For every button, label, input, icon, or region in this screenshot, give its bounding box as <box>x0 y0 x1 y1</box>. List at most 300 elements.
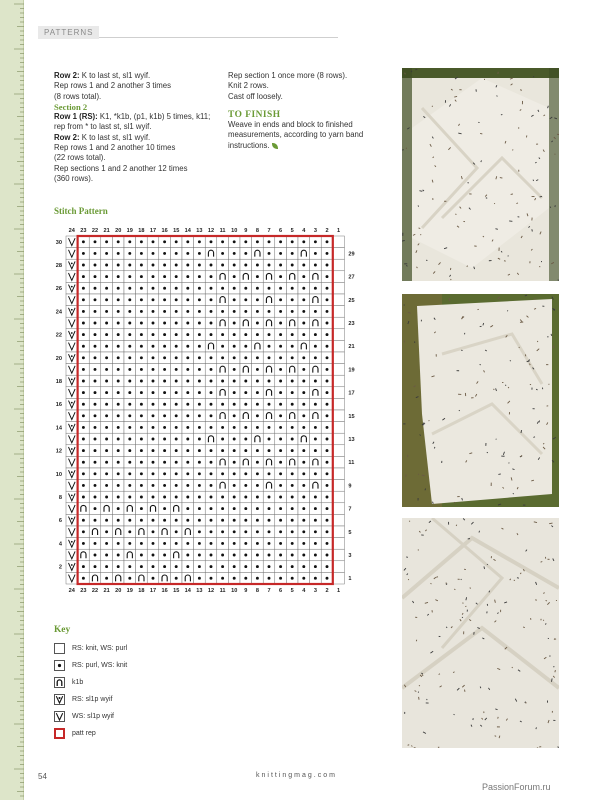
purl-dot <box>326 310 329 313</box>
col-number-top: 5 <box>290 228 294 234</box>
purl-dot <box>256 275 259 278</box>
row-number-left: 8 <box>58 495 62 501</box>
swatch-photo-2 <box>402 294 559 507</box>
purl-dot <box>291 298 294 301</box>
purl-dot <box>140 554 143 557</box>
purl-dot <box>326 287 329 290</box>
purl-dot <box>105 461 108 464</box>
chart-cell <box>310 480 322 492</box>
tweed-fleck <box>402 241 405 242</box>
purl-dot <box>117 403 120 406</box>
purl-dot <box>314 554 317 557</box>
slip-dot <box>71 564 73 566</box>
chart-cell <box>333 538 345 550</box>
purl-dot <box>233 472 236 475</box>
purl-dot <box>105 287 108 290</box>
purl-dot <box>128 310 131 313</box>
chart-cell <box>263 410 275 422</box>
purl-dot <box>128 298 131 301</box>
purl-dot <box>302 461 305 464</box>
purl-dot <box>210 542 213 545</box>
purl-dot <box>186 368 189 371</box>
purl-dot <box>268 472 271 475</box>
purl-dot <box>198 298 201 301</box>
purl-dot <box>117 461 120 464</box>
purl-dot <box>210 403 213 406</box>
purl-dot <box>105 519 108 522</box>
purl-dot <box>256 542 259 545</box>
purl-dot <box>244 542 247 545</box>
row-number-left: 22 <box>55 332 62 339</box>
purl-dot <box>268 565 271 568</box>
purl-dot <box>279 264 282 267</box>
purl-dot <box>210 264 213 267</box>
purl-dot <box>302 298 305 301</box>
tweed-fleck <box>532 229 533 231</box>
purl-dot <box>163 310 166 313</box>
row-number-left: 10 <box>55 471 62 478</box>
col-number-top: 12 <box>207 228 215 234</box>
purl-dot <box>163 264 166 267</box>
swatch-image <box>402 518 559 748</box>
purl-dot <box>94 368 97 371</box>
purl-dot <box>244 577 247 580</box>
purl-dot <box>326 322 329 325</box>
purl-dot <box>175 403 178 406</box>
purl-dot <box>268 426 271 429</box>
chart-cell <box>263 387 275 399</box>
col-number-top: 22 <box>91 228 99 234</box>
tweed-fleck <box>429 420 430 421</box>
purl-dot <box>105 577 108 580</box>
purl-dot <box>140 345 143 348</box>
col-number-top: 20 <box>115 228 122 234</box>
purl-dot <box>279 368 282 371</box>
purl-dot <box>244 565 247 568</box>
purl-dot <box>128 287 131 290</box>
purl-dot <box>326 252 329 255</box>
col-number-top: 18 <box>138 228 145 234</box>
col-number-bottom: 14 <box>184 588 191 594</box>
tweed-fleck <box>555 670 556 672</box>
chart-cell <box>217 364 229 376</box>
purl-dot <box>128 240 131 243</box>
purl-dot <box>128 577 131 580</box>
tweed-fleck <box>511 194 513 195</box>
purl-dot <box>291 530 294 533</box>
chart-cell <box>333 271 345 283</box>
purl-dot <box>291 287 294 290</box>
chart-cell <box>333 387 345 399</box>
purl-dot <box>140 275 143 278</box>
slip-dot <box>71 286 73 288</box>
purl-dot <box>117 310 120 313</box>
tweed-fleck <box>406 474 407 476</box>
chart-cell <box>205 248 217 260</box>
purl-dot <box>210 461 213 464</box>
chart-cell <box>333 329 345 341</box>
purl-dot <box>152 414 155 417</box>
purl-dot <box>314 542 317 545</box>
slip-dot <box>71 355 73 357</box>
slip-dot <box>71 402 73 404</box>
purl-dot <box>140 333 143 336</box>
chart-cell <box>333 398 345 410</box>
purl-dot <box>233 414 236 417</box>
purl-dot <box>279 345 282 348</box>
purl-dot <box>117 472 120 475</box>
tweed-fleck <box>454 589 455 590</box>
purl-dot <box>198 345 201 348</box>
purl-dot <box>117 438 120 441</box>
chart-cell <box>240 456 252 468</box>
purl-dot <box>105 275 108 278</box>
purl-dot <box>233 240 236 243</box>
tweed-fleck <box>514 580 515 581</box>
tweed-fleck <box>539 266 540 267</box>
purl-dot <box>279 287 282 290</box>
tweed-fleck <box>494 389 495 390</box>
purl-dot <box>210 298 213 301</box>
chart-cell <box>240 317 252 329</box>
col-number-top: 13 <box>196 228 203 234</box>
purl-dot <box>128 472 131 475</box>
ruler-strip <box>0 0 24 800</box>
col-number-bottom: 22 <box>91 588 99 594</box>
purl-dot <box>210 310 213 313</box>
chart-cell <box>333 526 345 538</box>
purl-dot <box>82 391 85 394</box>
purl-dot <box>163 565 166 568</box>
chart-cell <box>310 410 322 422</box>
purl-dot <box>326 565 329 568</box>
purl-dot <box>291 565 294 568</box>
col-number-top: 11 <box>219 228 226 234</box>
purl-dot <box>326 368 329 371</box>
purl-dot <box>198 461 201 464</box>
purl-dot <box>244 507 247 510</box>
purl-dot <box>105 333 108 336</box>
purl-dot <box>210 322 213 325</box>
purl-dot <box>221 496 224 499</box>
purl-dot <box>128 414 131 417</box>
purl-dot <box>152 449 155 452</box>
purl-dot <box>326 356 329 359</box>
purl-dot <box>244 345 247 348</box>
purl-dot <box>244 391 247 394</box>
purl-dot <box>314 403 317 406</box>
instruction-line: Row 2: K to last st, sl1 wyif. <box>54 71 151 80</box>
purl-dot <box>233 426 236 429</box>
purl-dot <box>326 275 329 278</box>
purl-dot <box>302 519 305 522</box>
purl-dot <box>105 368 108 371</box>
purl-dot <box>256 565 259 568</box>
purl-dot <box>244 472 247 475</box>
purl-dot <box>233 496 236 499</box>
col-number-bottom: 1 <box>337 588 341 594</box>
purl-dot <box>105 565 108 568</box>
purl-dot <box>210 577 213 580</box>
purl-dot <box>233 380 236 383</box>
purl-dot <box>140 380 143 383</box>
purl-dot <box>279 426 282 429</box>
purl-dot <box>117 356 120 359</box>
purl-dot <box>175 264 178 267</box>
purl-dot <box>268 380 271 383</box>
purl-dot <box>82 414 85 417</box>
purl-dot <box>268 287 271 290</box>
chart-cell <box>310 317 322 329</box>
instruction-line: measurements, according to yarn band <box>228 130 364 140</box>
purl-dot <box>117 240 120 243</box>
purl-dot <box>94 472 97 475</box>
chart-cell <box>112 526 124 538</box>
purl-dot <box>186 252 189 255</box>
col-number-bottom: 19 <box>126 588 133 594</box>
purl-dot <box>279 403 282 406</box>
chart-cell <box>147 503 159 515</box>
chart-cell <box>182 526 194 538</box>
purl-dot <box>163 356 166 359</box>
purl-dot <box>152 252 155 255</box>
swatch-photo-3 <box>402 518 559 748</box>
purl-dot <box>291 264 294 267</box>
purl-dot <box>268 507 271 510</box>
stitch-chart <box>48 220 372 614</box>
instruction-line: Rep rows 1 and 2 another 10 times <box>54 143 176 153</box>
purl-dot <box>82 484 85 487</box>
purl-dot <box>244 380 247 383</box>
purl-dot <box>233 484 236 487</box>
purl-dot <box>175 519 178 522</box>
purl-dot <box>302 507 305 510</box>
purl-dot <box>198 554 201 557</box>
purl-dot <box>279 252 282 255</box>
tweed-fleck <box>467 266 468 267</box>
purl-dot <box>302 264 305 267</box>
purl-dot <box>186 264 189 267</box>
purl-dot <box>105 542 108 545</box>
purl-dot <box>186 472 189 475</box>
slip-dot <box>71 332 73 334</box>
purl-dot <box>105 426 108 429</box>
chart-cell <box>263 271 275 283</box>
purl-dot <box>163 414 166 417</box>
key-item-k1b: k1b <box>54 676 127 688</box>
purl-dot <box>152 496 155 499</box>
instruction-line: instructions. <box>228 141 378 151</box>
purl-dot <box>233 368 236 371</box>
purl-dot <box>279 542 282 545</box>
purl-dot <box>186 449 189 452</box>
purl-dot <box>198 496 201 499</box>
purl-dot <box>256 391 259 394</box>
purl-dot <box>128 426 131 429</box>
chart-cell <box>136 526 148 538</box>
chart-cell <box>310 294 322 306</box>
purl-dot <box>256 264 259 267</box>
purl-dot <box>82 449 85 452</box>
tweed-fleck <box>489 591 490 593</box>
purl-dot <box>268 333 271 336</box>
purl-dot <box>152 519 155 522</box>
purl-dot <box>244 438 247 441</box>
col-number-bottom: 7 <box>267 588 271 594</box>
col-number-bottom: 8 <box>255 588 259 594</box>
purl-dot <box>163 519 166 522</box>
key-item-sl1p-rs: RS: sl1p wyif <box>54 694 127 706</box>
purl-dot <box>82 461 85 464</box>
purl-dot <box>163 287 166 290</box>
purl-dot <box>302 449 305 452</box>
purl-dot <box>198 449 201 452</box>
purl-dot <box>256 287 259 290</box>
tweed-fleck <box>418 692 419 693</box>
purl-dot <box>256 414 259 417</box>
purl-dot <box>198 252 201 255</box>
chart-cell <box>170 549 182 561</box>
row-number-right: 27 <box>348 274 355 281</box>
chart-cell <box>333 375 345 387</box>
purl-dot <box>326 496 329 499</box>
purl-dot <box>82 368 85 371</box>
chart-cell <box>263 317 275 329</box>
purl-dot <box>221 264 224 267</box>
col-number-top: 14 <box>184 228 191 234</box>
purl-dot <box>326 472 329 475</box>
purl-dot <box>82 322 85 325</box>
purl-dot <box>82 298 85 301</box>
tweed-fleck <box>451 279 452 280</box>
purl-dot <box>82 472 85 475</box>
purl-dot <box>175 577 178 580</box>
chart-cell <box>333 259 345 271</box>
purl-dot <box>117 275 120 278</box>
purl-dot <box>140 252 143 255</box>
purl-dot <box>186 391 189 394</box>
chart-cell <box>333 514 345 526</box>
purl-dot <box>279 472 282 475</box>
col-number-top: 19 <box>126 228 133 234</box>
purl-dot <box>82 380 85 383</box>
col-number-top: 17 <box>149 228 157 234</box>
purl-dot <box>279 461 282 464</box>
purl-dot <box>175 530 178 533</box>
purl-dot <box>198 322 201 325</box>
purl-dot <box>291 345 294 348</box>
purl-dot <box>256 310 259 313</box>
purl-dot <box>233 275 236 278</box>
col-number-bottom: 3 <box>313 588 317 594</box>
tweed-fleck <box>534 299 536 300</box>
purl-dot <box>291 438 294 441</box>
purl-dot <box>128 380 131 383</box>
purl-dot <box>279 298 282 301</box>
purl-dot <box>186 380 189 383</box>
purl-dot <box>186 438 189 441</box>
purl-dot <box>256 461 259 464</box>
purl-dot <box>82 264 85 267</box>
col-number-top: 23 <box>80 228 87 234</box>
purl-dot <box>221 530 224 533</box>
purl-dot <box>291 484 294 487</box>
tweed-fleck <box>456 525 457 526</box>
purl-dot <box>256 507 259 510</box>
purl-dot <box>256 403 259 406</box>
purl-dot <box>244 554 247 557</box>
purl-dot <box>279 275 282 278</box>
instructions-column-1 <box>54 71 214 184</box>
purl-dot <box>268 449 271 452</box>
chart-cell <box>333 480 345 492</box>
purl-dot <box>268 356 271 359</box>
purl-dot <box>302 368 305 371</box>
chart-cell <box>89 572 101 584</box>
purl-dot <box>82 287 85 290</box>
purl-dot <box>326 461 329 464</box>
tweed-fleck <box>461 579 462 580</box>
tweed-fleck <box>498 717 499 719</box>
purl-dot <box>244 519 247 522</box>
purl-dot <box>175 496 178 499</box>
purl-dot <box>175 356 178 359</box>
section-2-heading: Section 2 <box>54 101 88 112</box>
purl-dot <box>163 322 166 325</box>
tweed-fleck <box>558 280 559 281</box>
instruction-line: Row 1 (RS): K1, *k1b, (p1, k1b) 5 times, k11; <box>54 112 211 122</box>
col-number-top: 2 <box>325 228 329 234</box>
tweed-fleck <box>486 198 487 199</box>
col-number-bottom: 24 <box>68 588 75 594</box>
purl-dot <box>268 530 271 533</box>
col-number-bottom: 20 <box>115 588 122 594</box>
purl-dot <box>302 356 305 359</box>
purl-dot <box>186 507 189 510</box>
col-number-bottom: 5 <box>290 588 294 594</box>
purl-dot <box>279 449 282 452</box>
purl-dot <box>233 519 236 522</box>
col-number-top: 15 <box>173 228 180 234</box>
tweed-fleck <box>431 583 432 584</box>
tweed-fleck <box>479 531 480 533</box>
purl-dot <box>152 542 155 545</box>
chart-cell <box>217 317 229 329</box>
purl-dot <box>279 310 282 313</box>
chart-cell <box>286 410 298 422</box>
purl-dot <box>128 449 131 452</box>
chart-cell <box>298 433 310 445</box>
purl-dot <box>302 380 305 383</box>
section-label: PATTERNS <box>38 26 99 39</box>
chart-cell <box>263 364 275 376</box>
instructions-column-2 <box>228 71 378 151</box>
purl-dot <box>163 507 166 510</box>
purl-dot <box>186 322 189 325</box>
purl-dot <box>221 449 224 452</box>
purl-dot <box>94 461 97 464</box>
col-number-bottom: 4 <box>302 588 306 594</box>
purl-dot <box>198 542 201 545</box>
purl-dot <box>94 240 97 243</box>
chart-cell <box>333 491 345 503</box>
chart-cell <box>333 248 345 260</box>
purl-dot <box>221 240 224 243</box>
purl-dot <box>117 380 120 383</box>
purl-dot <box>152 275 155 278</box>
purl-dot <box>117 322 120 325</box>
purl-dot <box>233 322 236 325</box>
